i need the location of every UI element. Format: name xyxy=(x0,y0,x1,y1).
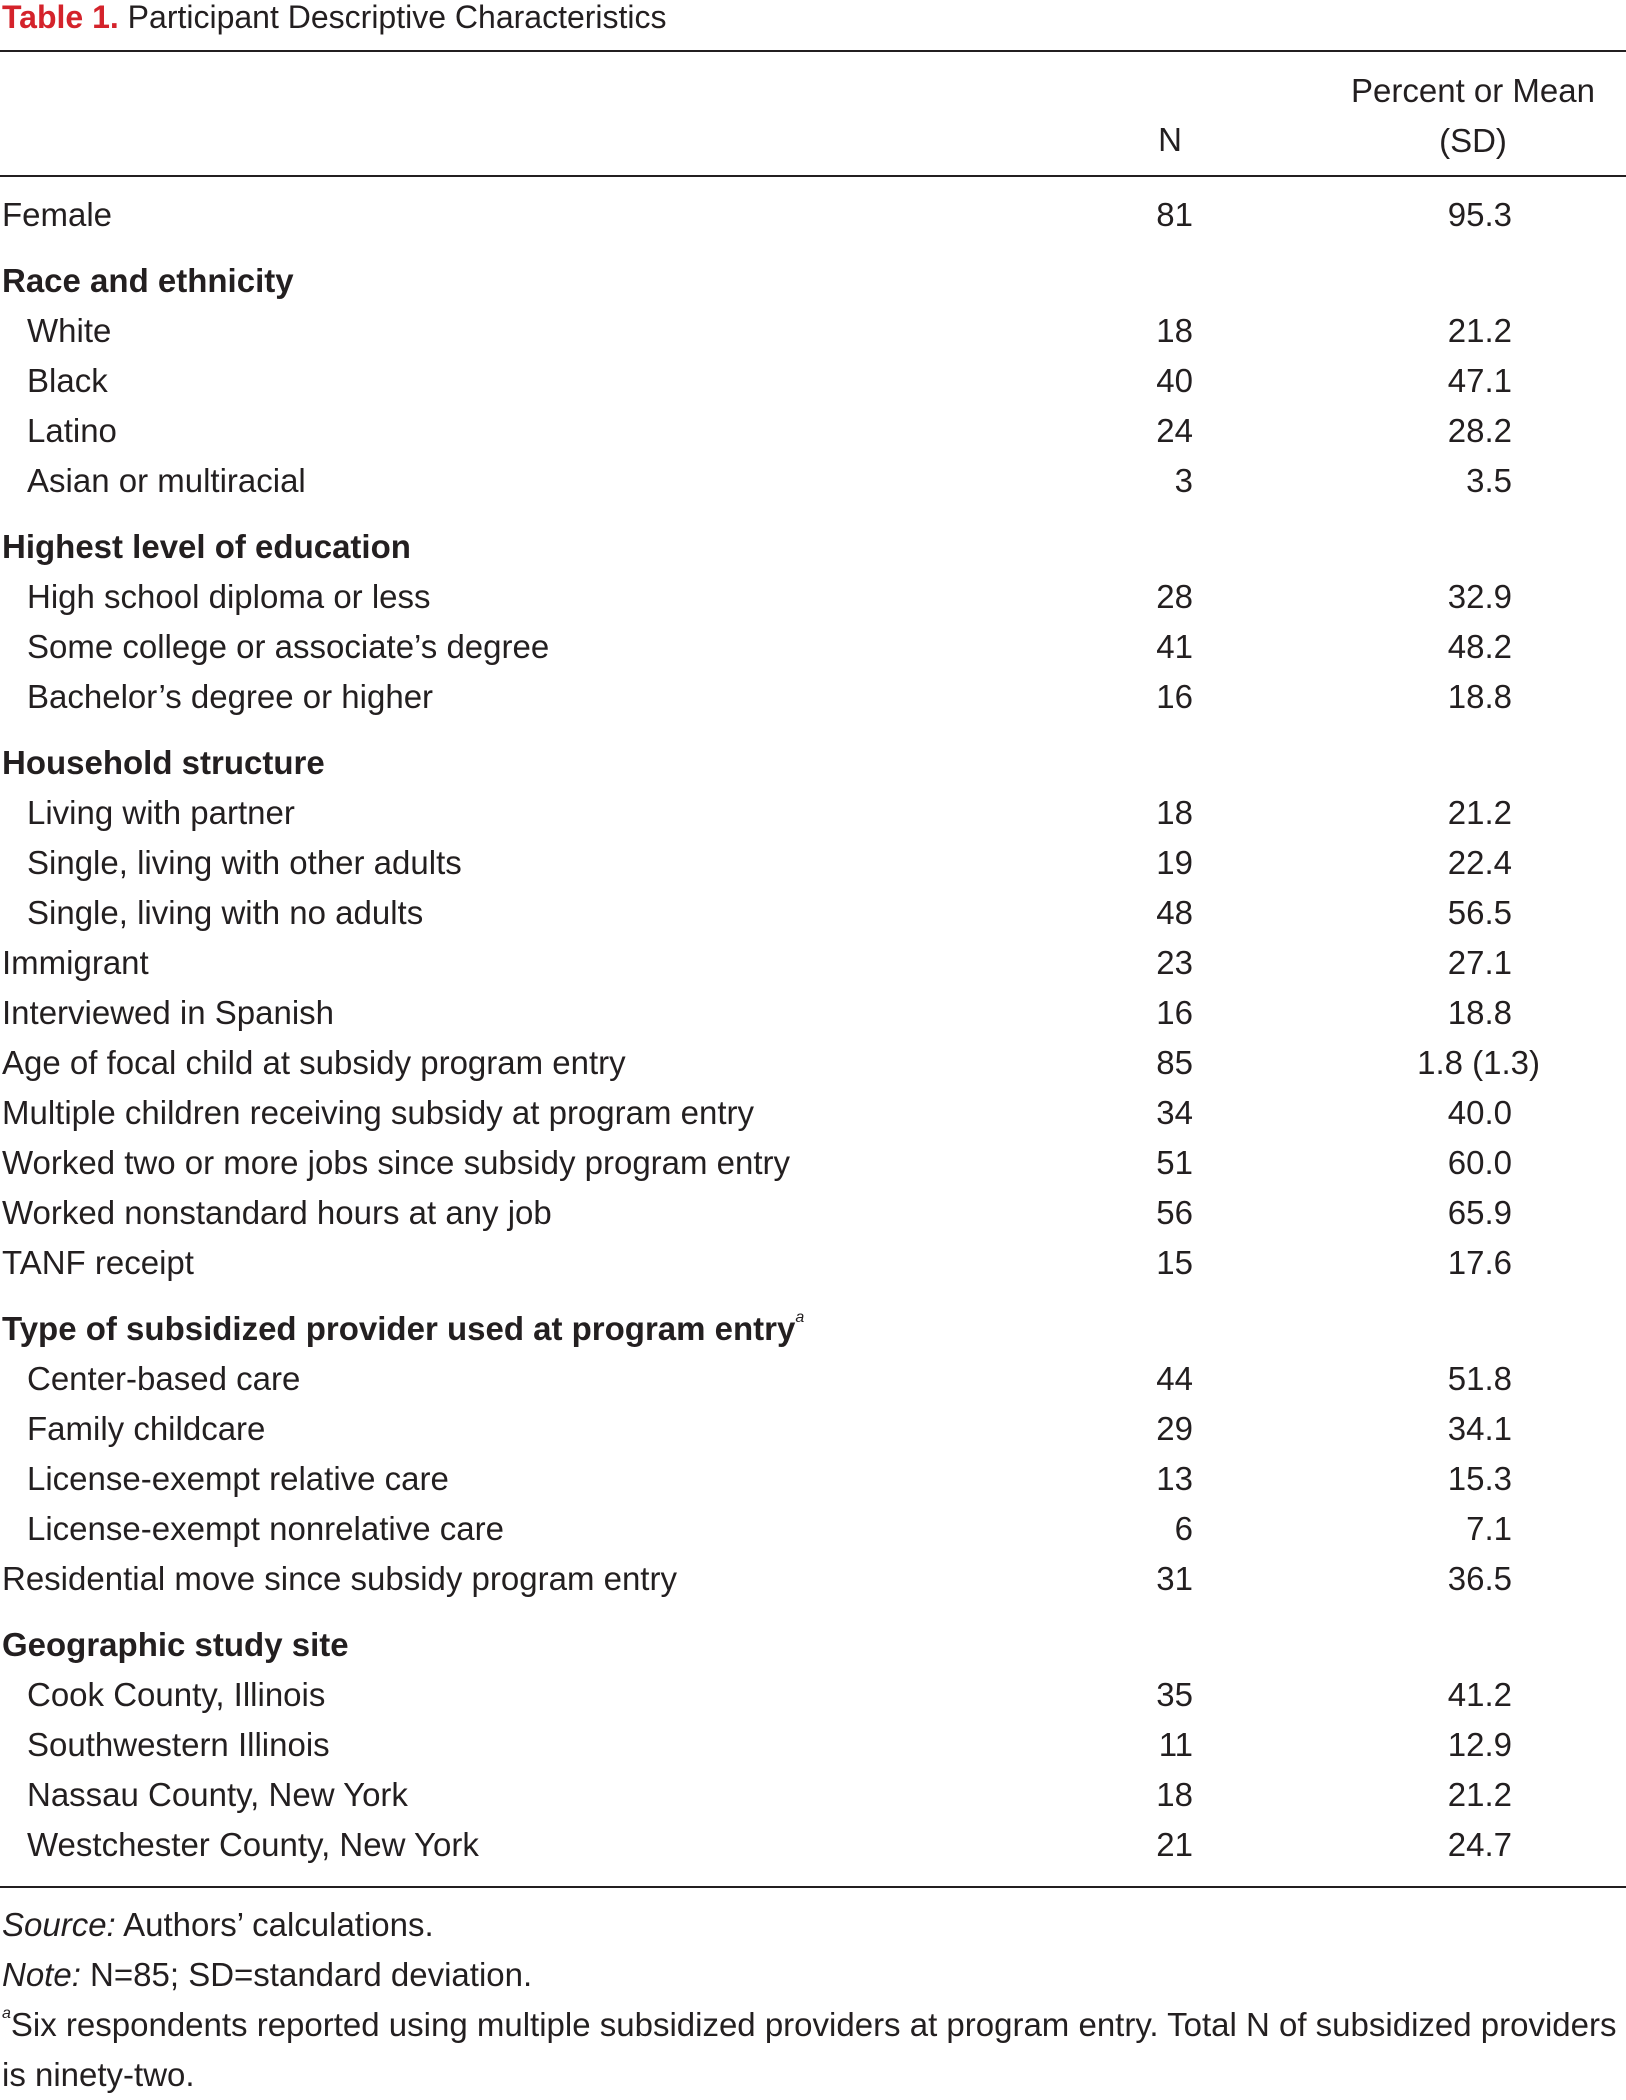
percent-cell: 28.2 xyxy=(1447,412,1512,449)
n-cell: 13 xyxy=(1156,1460,1193,1497)
row-label xyxy=(27,672,433,722)
row-label-text: Geographic study site xyxy=(2,1626,349,1663)
row-label-text: License-exempt nonrelative care xyxy=(27,1510,504,1547)
table-row xyxy=(0,1404,1626,1454)
row-label xyxy=(2,1088,754,1138)
row-label xyxy=(27,788,295,838)
row-label-text: Age of focal child at subsidy program entry xyxy=(2,1044,626,1081)
table-row xyxy=(0,572,1626,622)
row-label xyxy=(27,838,462,888)
table-row xyxy=(0,1238,1626,1288)
row-label xyxy=(2,522,411,572)
n-cell: 18 xyxy=(1156,794,1193,831)
row-label xyxy=(2,256,294,306)
row-label-text: Female xyxy=(2,196,113,233)
table-row xyxy=(0,1770,1626,1820)
n-cell: 40 xyxy=(1156,362,1193,399)
column-header-percent xyxy=(1320,66,1626,166)
table-title: Participant Descriptive Characteristics xyxy=(127,0,667,35)
row-label xyxy=(2,190,112,240)
row-label-text: Worked nonstandard hours at any job xyxy=(2,1194,552,1231)
n-cell: 18 xyxy=(1156,312,1193,349)
table-row xyxy=(0,1188,1626,1238)
n-cell: 16 xyxy=(1156,994,1193,1031)
row-label xyxy=(27,1670,325,1720)
footnote-a xyxy=(2,2000,1622,2100)
row-label xyxy=(27,1504,504,1554)
n-cell: 34 xyxy=(1156,1094,1193,1131)
n-cell: 15 xyxy=(1156,1244,1193,1281)
footnote-mark: a xyxy=(2,2005,11,2022)
percent-cell: 21.2 xyxy=(1447,794,1512,831)
percent-cell: 21.2 xyxy=(1447,312,1512,349)
n-cell: 85 xyxy=(1156,1044,1193,1081)
bottom-rule xyxy=(0,1886,1626,1888)
n-cell: 81 xyxy=(1156,196,1193,233)
row-label xyxy=(2,938,149,988)
row-label-text: Asian or multiracial xyxy=(27,462,306,499)
table-row xyxy=(0,938,1626,988)
percent-cell: 48.2 xyxy=(1447,628,1512,665)
row-label-text: Black xyxy=(27,362,108,399)
row-label-text: Westchester County, New York xyxy=(27,1826,479,1863)
row-label-text: Center-based care xyxy=(27,1360,301,1397)
n-cell: 48 xyxy=(1156,894,1193,931)
row-label-text: Multiple children receiving subsidy at program entry xyxy=(2,1094,755,1131)
row-label-text: Latino xyxy=(27,412,117,449)
n-cell: 18 xyxy=(1156,1776,1193,1813)
row-label xyxy=(2,1554,677,1604)
table-row xyxy=(0,1820,1626,1870)
n-cell: 56 xyxy=(1156,1194,1193,1231)
row-label xyxy=(2,1304,804,1354)
row-label xyxy=(27,406,117,456)
row-label-text: High school diploma or less xyxy=(27,578,431,615)
table-row xyxy=(0,1038,1626,1088)
row-label xyxy=(2,988,334,1038)
percent-cell: 36.5 xyxy=(1447,1560,1512,1597)
percent-cell: 60.0 xyxy=(1447,1144,1512,1181)
table-group-heading xyxy=(0,1620,1626,1670)
row-label-text: Household structure xyxy=(2,744,325,781)
percent-cell: 18.8 xyxy=(1447,678,1512,715)
row-label xyxy=(27,1820,479,1870)
general-note xyxy=(2,1950,1622,2000)
row-label-text: Cook County, Illinois xyxy=(27,1676,326,1713)
source-label: Source: xyxy=(2,1906,116,1943)
table-row xyxy=(0,190,1626,240)
n-cell: 35 xyxy=(1156,1676,1193,1713)
row-label xyxy=(27,306,111,356)
percent-cell: 21.2 xyxy=(1447,1776,1512,1813)
row-label-text: Family childcare xyxy=(27,1410,266,1447)
n-cell: 29 xyxy=(1156,1410,1193,1447)
percent-cell: 34.1 xyxy=(1447,1410,1512,1447)
table-row xyxy=(0,1554,1626,1604)
row-label xyxy=(2,1188,552,1238)
column-header-percent-line2: (SD) xyxy=(1439,122,1507,159)
row-label-text: Immigrant xyxy=(2,944,149,981)
percent-cell: 7.1 xyxy=(1466,1510,1512,1547)
percent-cell: 24.7 xyxy=(1447,1826,1512,1863)
n-cell: 21 xyxy=(1156,1826,1193,1863)
table-row xyxy=(0,1088,1626,1138)
footnote-text: Six respondents reported using multiple subsidized providers at program entry. Total N of subsidized providers is ninety-two. xyxy=(2,2006,1617,2093)
row-label-text: Type of subsidized provider used at program entry xyxy=(2,1310,796,1347)
percent-cell: 15.3 xyxy=(1447,1460,1512,1497)
n-cell: 31 xyxy=(1156,1560,1193,1597)
n-cell: 28 xyxy=(1156,578,1193,615)
n-cell: 6 xyxy=(1174,1510,1193,1547)
table-row xyxy=(0,456,1626,506)
table-row xyxy=(0,622,1626,672)
table-row xyxy=(0,1504,1626,1554)
row-label-text: Single, living with no adults xyxy=(27,894,424,931)
row-label xyxy=(27,456,306,506)
table-row xyxy=(0,406,1626,456)
table-group-heading xyxy=(0,522,1626,572)
footnote-mark: a xyxy=(795,1309,805,1326)
row-label xyxy=(27,572,431,622)
percent-cell: 65.9 xyxy=(1447,1194,1512,1231)
row-label xyxy=(2,1238,194,1288)
percent-cell: 40.0 xyxy=(1447,1094,1512,1131)
note-text: N=85; SD=standard deviation. xyxy=(80,1956,533,1993)
source-note xyxy=(2,1900,1622,1950)
table-row xyxy=(0,888,1626,938)
row-label xyxy=(27,1454,449,1504)
row-label xyxy=(2,1620,349,1670)
row-label-text: TANF receipt xyxy=(2,1244,194,1281)
column-header-n: N xyxy=(1158,121,1182,158)
note-label: Note: xyxy=(2,1956,81,1993)
n-cell: 11 xyxy=(1158,1726,1193,1763)
n-cell: 23 xyxy=(1156,944,1193,981)
row-label xyxy=(2,738,325,788)
table-row xyxy=(0,1354,1626,1404)
table-row xyxy=(0,356,1626,406)
table-row xyxy=(0,1670,1626,1720)
source-text: Authors’ calculations. xyxy=(115,1906,434,1943)
table-row xyxy=(0,672,1626,722)
n-cell: 24 xyxy=(1156,412,1193,449)
percent-cell: 27.1 xyxy=(1447,944,1512,981)
row-label-text: Race and ethnicity xyxy=(2,262,294,299)
n-cell: 3 xyxy=(1174,462,1193,499)
table-body xyxy=(0,190,1626,1870)
percent-cell: 12.9 xyxy=(1447,1726,1512,1763)
row-label-text: Some college or associate’s degree xyxy=(27,628,550,665)
row-label-text: Nassau County, New York xyxy=(27,1776,408,1813)
row-label-text: License-exempt relative care xyxy=(27,1460,449,1497)
column-header-percent-line1: Percent or Mean xyxy=(1351,72,1595,109)
n-cell: 44 xyxy=(1156,1360,1193,1397)
table-group-heading xyxy=(0,256,1626,306)
percent-cell: 32.9 xyxy=(1447,578,1512,615)
table-notes xyxy=(2,1900,1622,2100)
row-label-text: Worked two or more jobs since subsidy program entry xyxy=(2,1144,791,1181)
row-label-text: White xyxy=(27,312,112,349)
percent-cell: 51.8 xyxy=(1447,1360,1512,1397)
row-label xyxy=(27,888,423,938)
percent-cell: 47.1 xyxy=(1447,362,1512,399)
percent-cell: 95.3 xyxy=(1447,196,1512,233)
row-label xyxy=(27,1770,408,1820)
row-label-text: Highest level of education xyxy=(2,528,411,565)
percent-cell: 41.2 xyxy=(1447,1676,1512,1713)
row-label-text: Southwestern Illinois xyxy=(27,1726,330,1763)
percent-cell: 56.5 xyxy=(1447,894,1512,931)
percent-cell: 3.5 xyxy=(1466,462,1512,499)
n-cell: 41 xyxy=(1156,628,1193,665)
row-label xyxy=(27,1354,300,1404)
table-row xyxy=(0,1720,1626,1770)
row-label-text: Bachelor’s degree or higher xyxy=(27,678,434,715)
top-rule xyxy=(0,50,1626,52)
table-row xyxy=(0,1138,1626,1188)
row-label xyxy=(27,1720,330,1770)
percent-cell: 18.8 xyxy=(1447,994,1512,1031)
row-label xyxy=(2,1138,790,1188)
table-row xyxy=(0,988,1626,1038)
row-label xyxy=(27,622,549,672)
table-group-heading xyxy=(0,1304,1626,1354)
row-label xyxy=(27,356,108,406)
row-label-text: Single, living with other adults xyxy=(27,844,462,881)
n-cell: 19 xyxy=(1156,844,1193,881)
header-rule xyxy=(0,175,1626,177)
percent-cell: 22.4 xyxy=(1447,844,1512,881)
table-group-heading xyxy=(0,738,1626,788)
table-row xyxy=(0,838,1626,888)
table-row xyxy=(0,788,1626,838)
table-row xyxy=(0,1454,1626,1504)
table-caption xyxy=(2,0,667,34)
row-label-text: Living with partner xyxy=(27,794,295,831)
table-row xyxy=(0,306,1626,356)
row-label-text: Residential move since subsidy program entry xyxy=(2,1560,677,1597)
row-label xyxy=(2,1038,626,1088)
percent-cell: 1.8 (1.3) xyxy=(1417,1044,1540,1081)
table-number: Table 1. xyxy=(2,0,119,35)
row-label xyxy=(27,1404,265,1454)
percent-cell: 17.6 xyxy=(1447,1244,1512,1281)
row-label-text: Interviewed in Spanish xyxy=(2,994,335,1031)
n-cell: 16 xyxy=(1156,678,1193,715)
n-cell: 51 xyxy=(1156,1144,1193,1181)
